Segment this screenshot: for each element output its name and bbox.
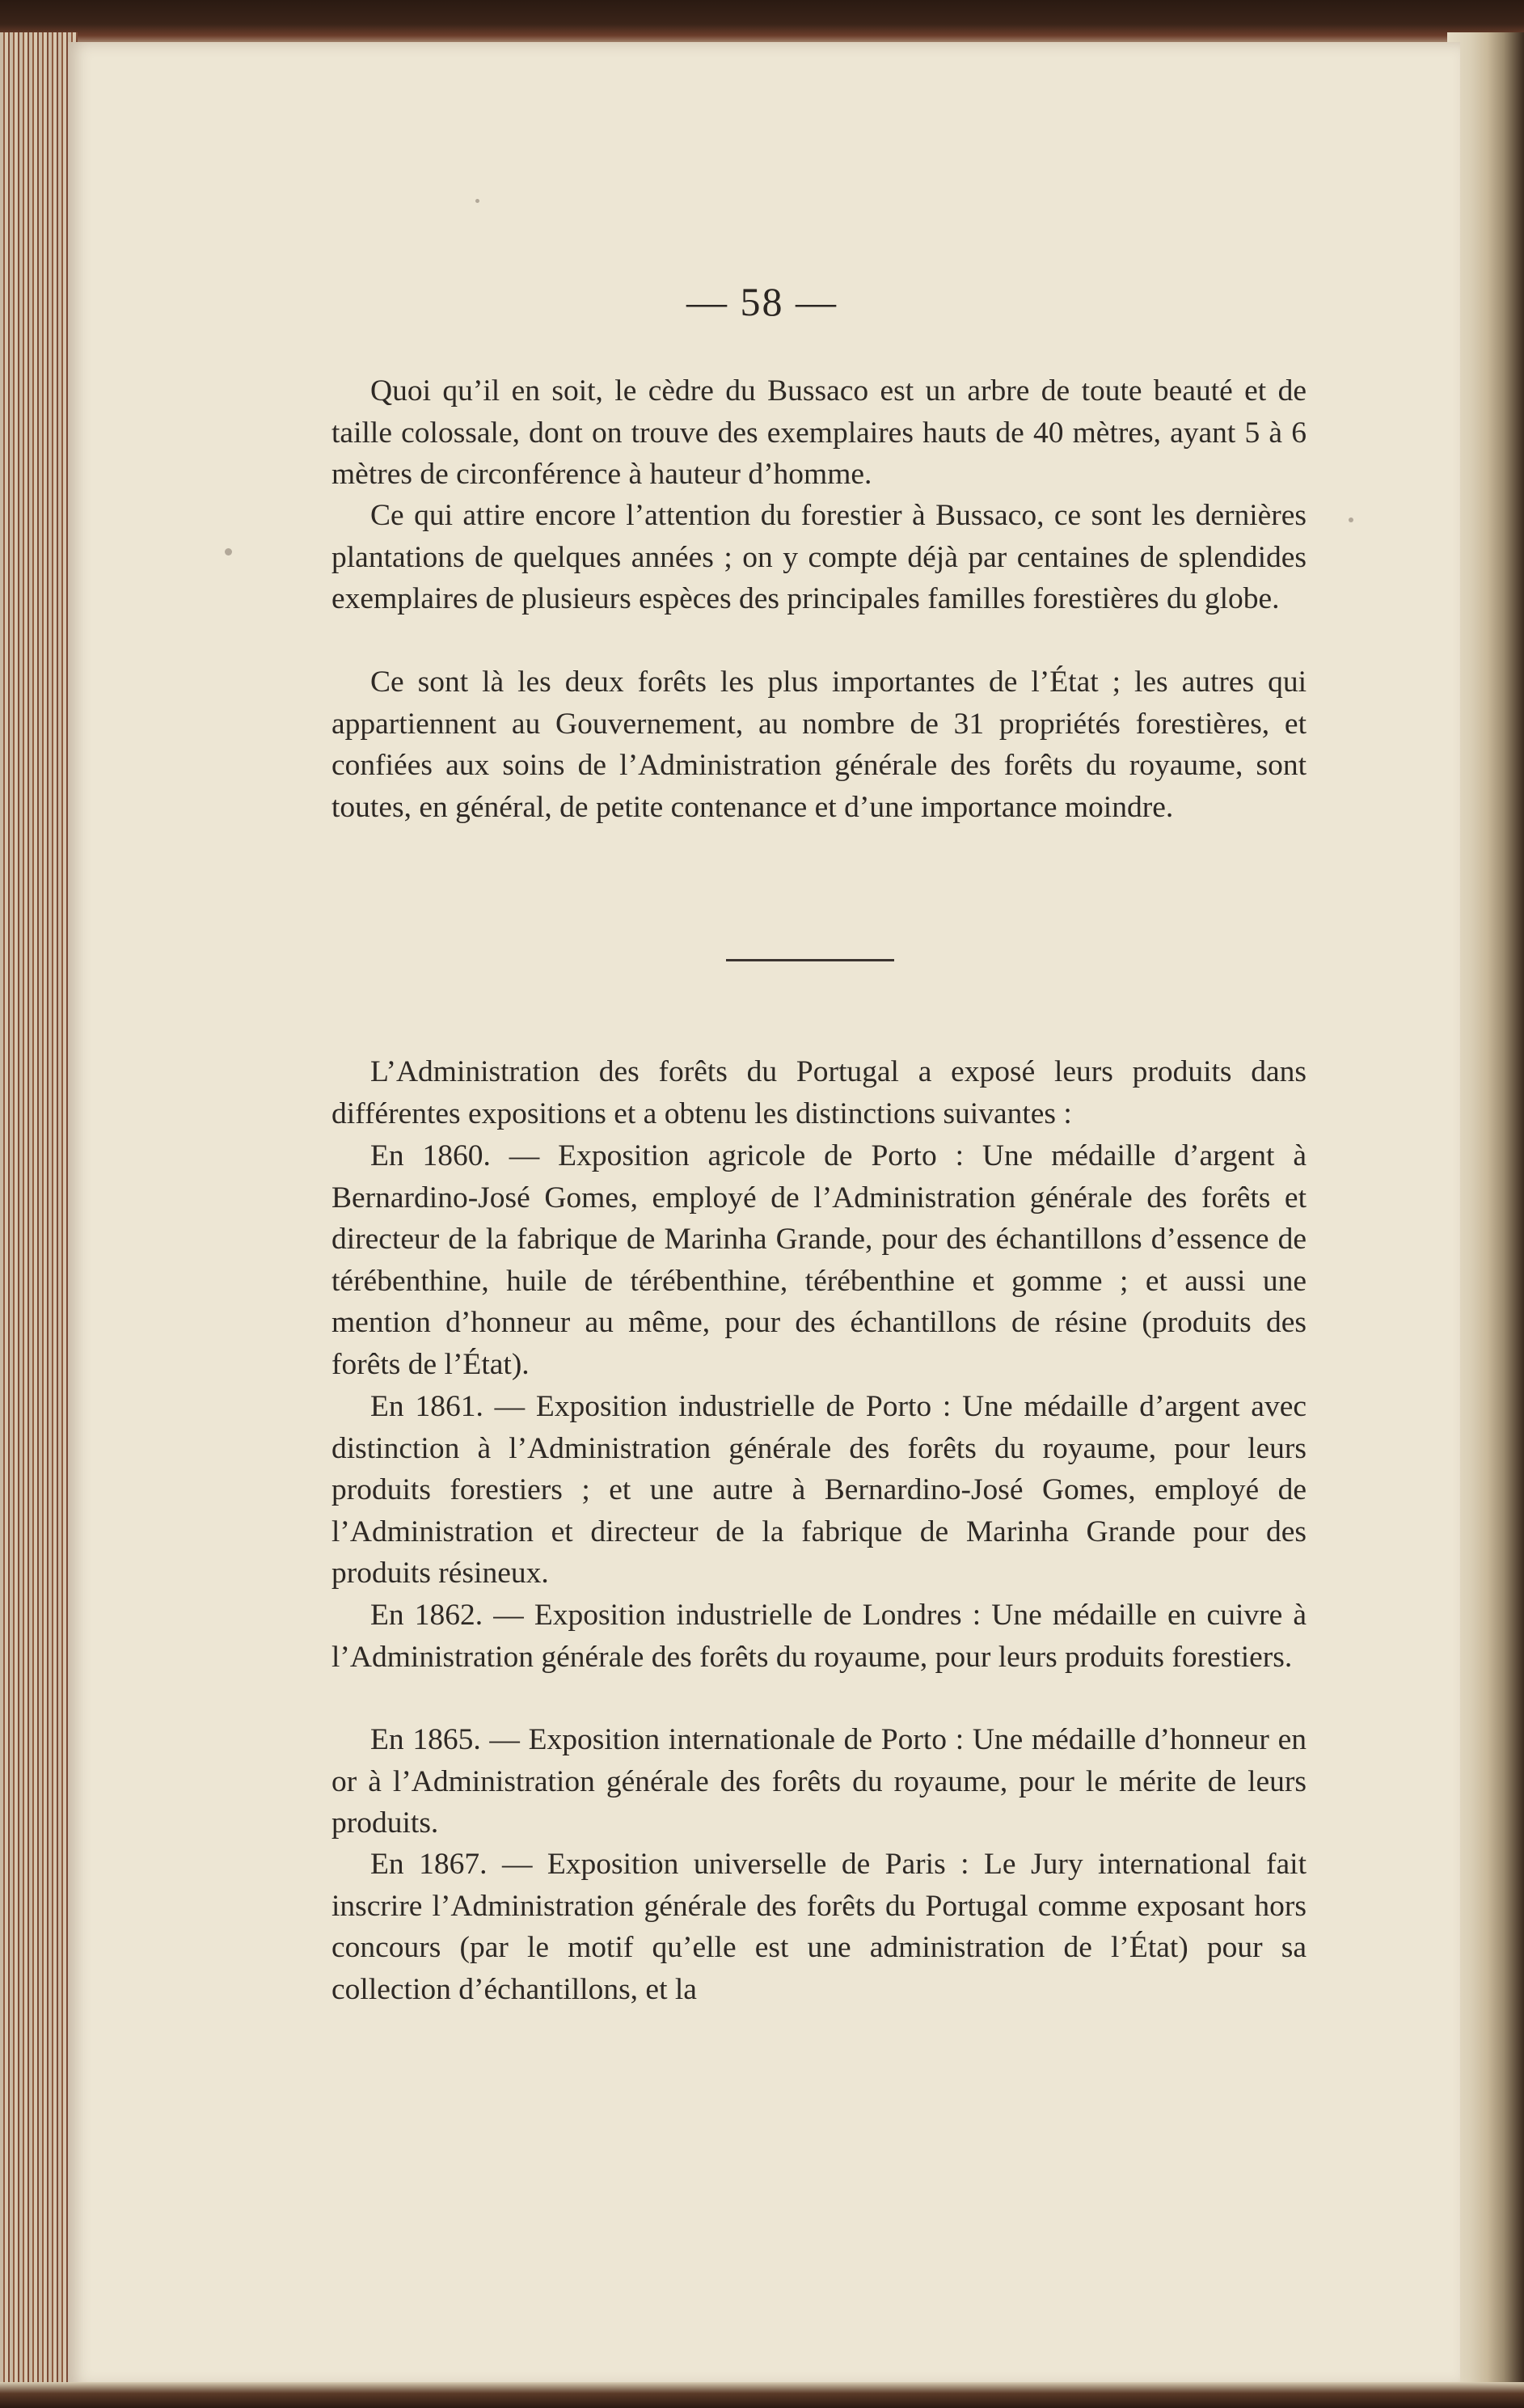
section-divider <box>726 959 894 961</box>
paragraph-1867: En 1867. — Exposition universelle de Paris : Le Jury international fait inscrire l’Administration générale des forêts du Portugal comme exposant hors concours (par le motif qu’elle est une administration de l’État) pour sa collection d’échantillons, et la <box>331 1848 1307 2006</box>
paragraph-administration-expositions: L’Administration des forêts du Portugal a exposé leurs produits dans différentes expositions et a obtenu les distinctions suivantes : <box>331 1055 1307 1130</box>
paragraph-1865: En 1865. — Exposition internationale de Porto : Une médaille d’honneur en or à l’Administration générale des forêts du royaume, pour le mérite de leurs produits. <box>331 1723 1307 1840</box>
stacked-page-edges <box>0 32 78 2402</box>
paragraph-1860: En 1860. — Exposition agricole de Porto : Une médaille d’argent à Bernardino-José Gomes, employé de l’Administration générale des forêts et directeur de la fabrique de Marinha Grande, pour des échantillons d’essence de térébenthine, huile de térébenthine, térébenthine et gomme ; et aussi une mention d’honneur au même, pour des échantillons de résine (produits des forêts de l’État). <box>331 1139 1307 1381</box>
paragraph-1861: En 1861. — Exposition industrielle de Porto : Une médaille d’argent avec distinction à l’Administration générale des forêts du royaume, pour leurs produits forestiers ; et une autre à Bernardino-José Gomes, employé de l’Administration et directeur de la fabrique de Marinha Grande pour des produits résineux. <box>331 1390 1307 1590</box>
book-bottom-edge <box>0 2382 1524 2408</box>
paragraph-forets-etat: Ce sont là les deux forêts les plus importantes de l’État ; les autres qui appartiennent au Gouvernement, au nombre de 31 propriétés forestières, et confiées aux soins de l’Administration générale des forêts du royaume, sont toutes, en général, de petite contenance et d’une importance moindre. <box>331 665 1307 824</box>
paragraph-cedre-bussaco: Quoi qu’il en soit, le cèdre du Bussaco est un arbre de toute beauté et de taille colossale, dont on trouve des exemplaires hauts de 40 mètres, ayant 5 à 6 mètres de circonférence à hauteur d’homme. <box>331 374 1307 491</box>
paragraph-1862: En 1862. — Exposition industrielle de Londres : Une médaille en cuivre à l’Administration générale des forêts du royaume, pour leurs produits forestiers. <box>331 1599 1307 1674</box>
paper-spot <box>475 199 479 203</box>
paper-spot <box>225 548 232 556</box>
paragraph-plantations: Ce qui attire encore l’attention du forestier à Bussaco, ce sont les dernières plantations de quelques années ; on y compte déjà par centaines de splendides exemplaires de plusieurs espèces des principales familles forestières du globe. <box>331 499 1307 615</box>
page-number: — 58 — <box>686 279 838 324</box>
paper-spot <box>1349 518 1353 522</box>
